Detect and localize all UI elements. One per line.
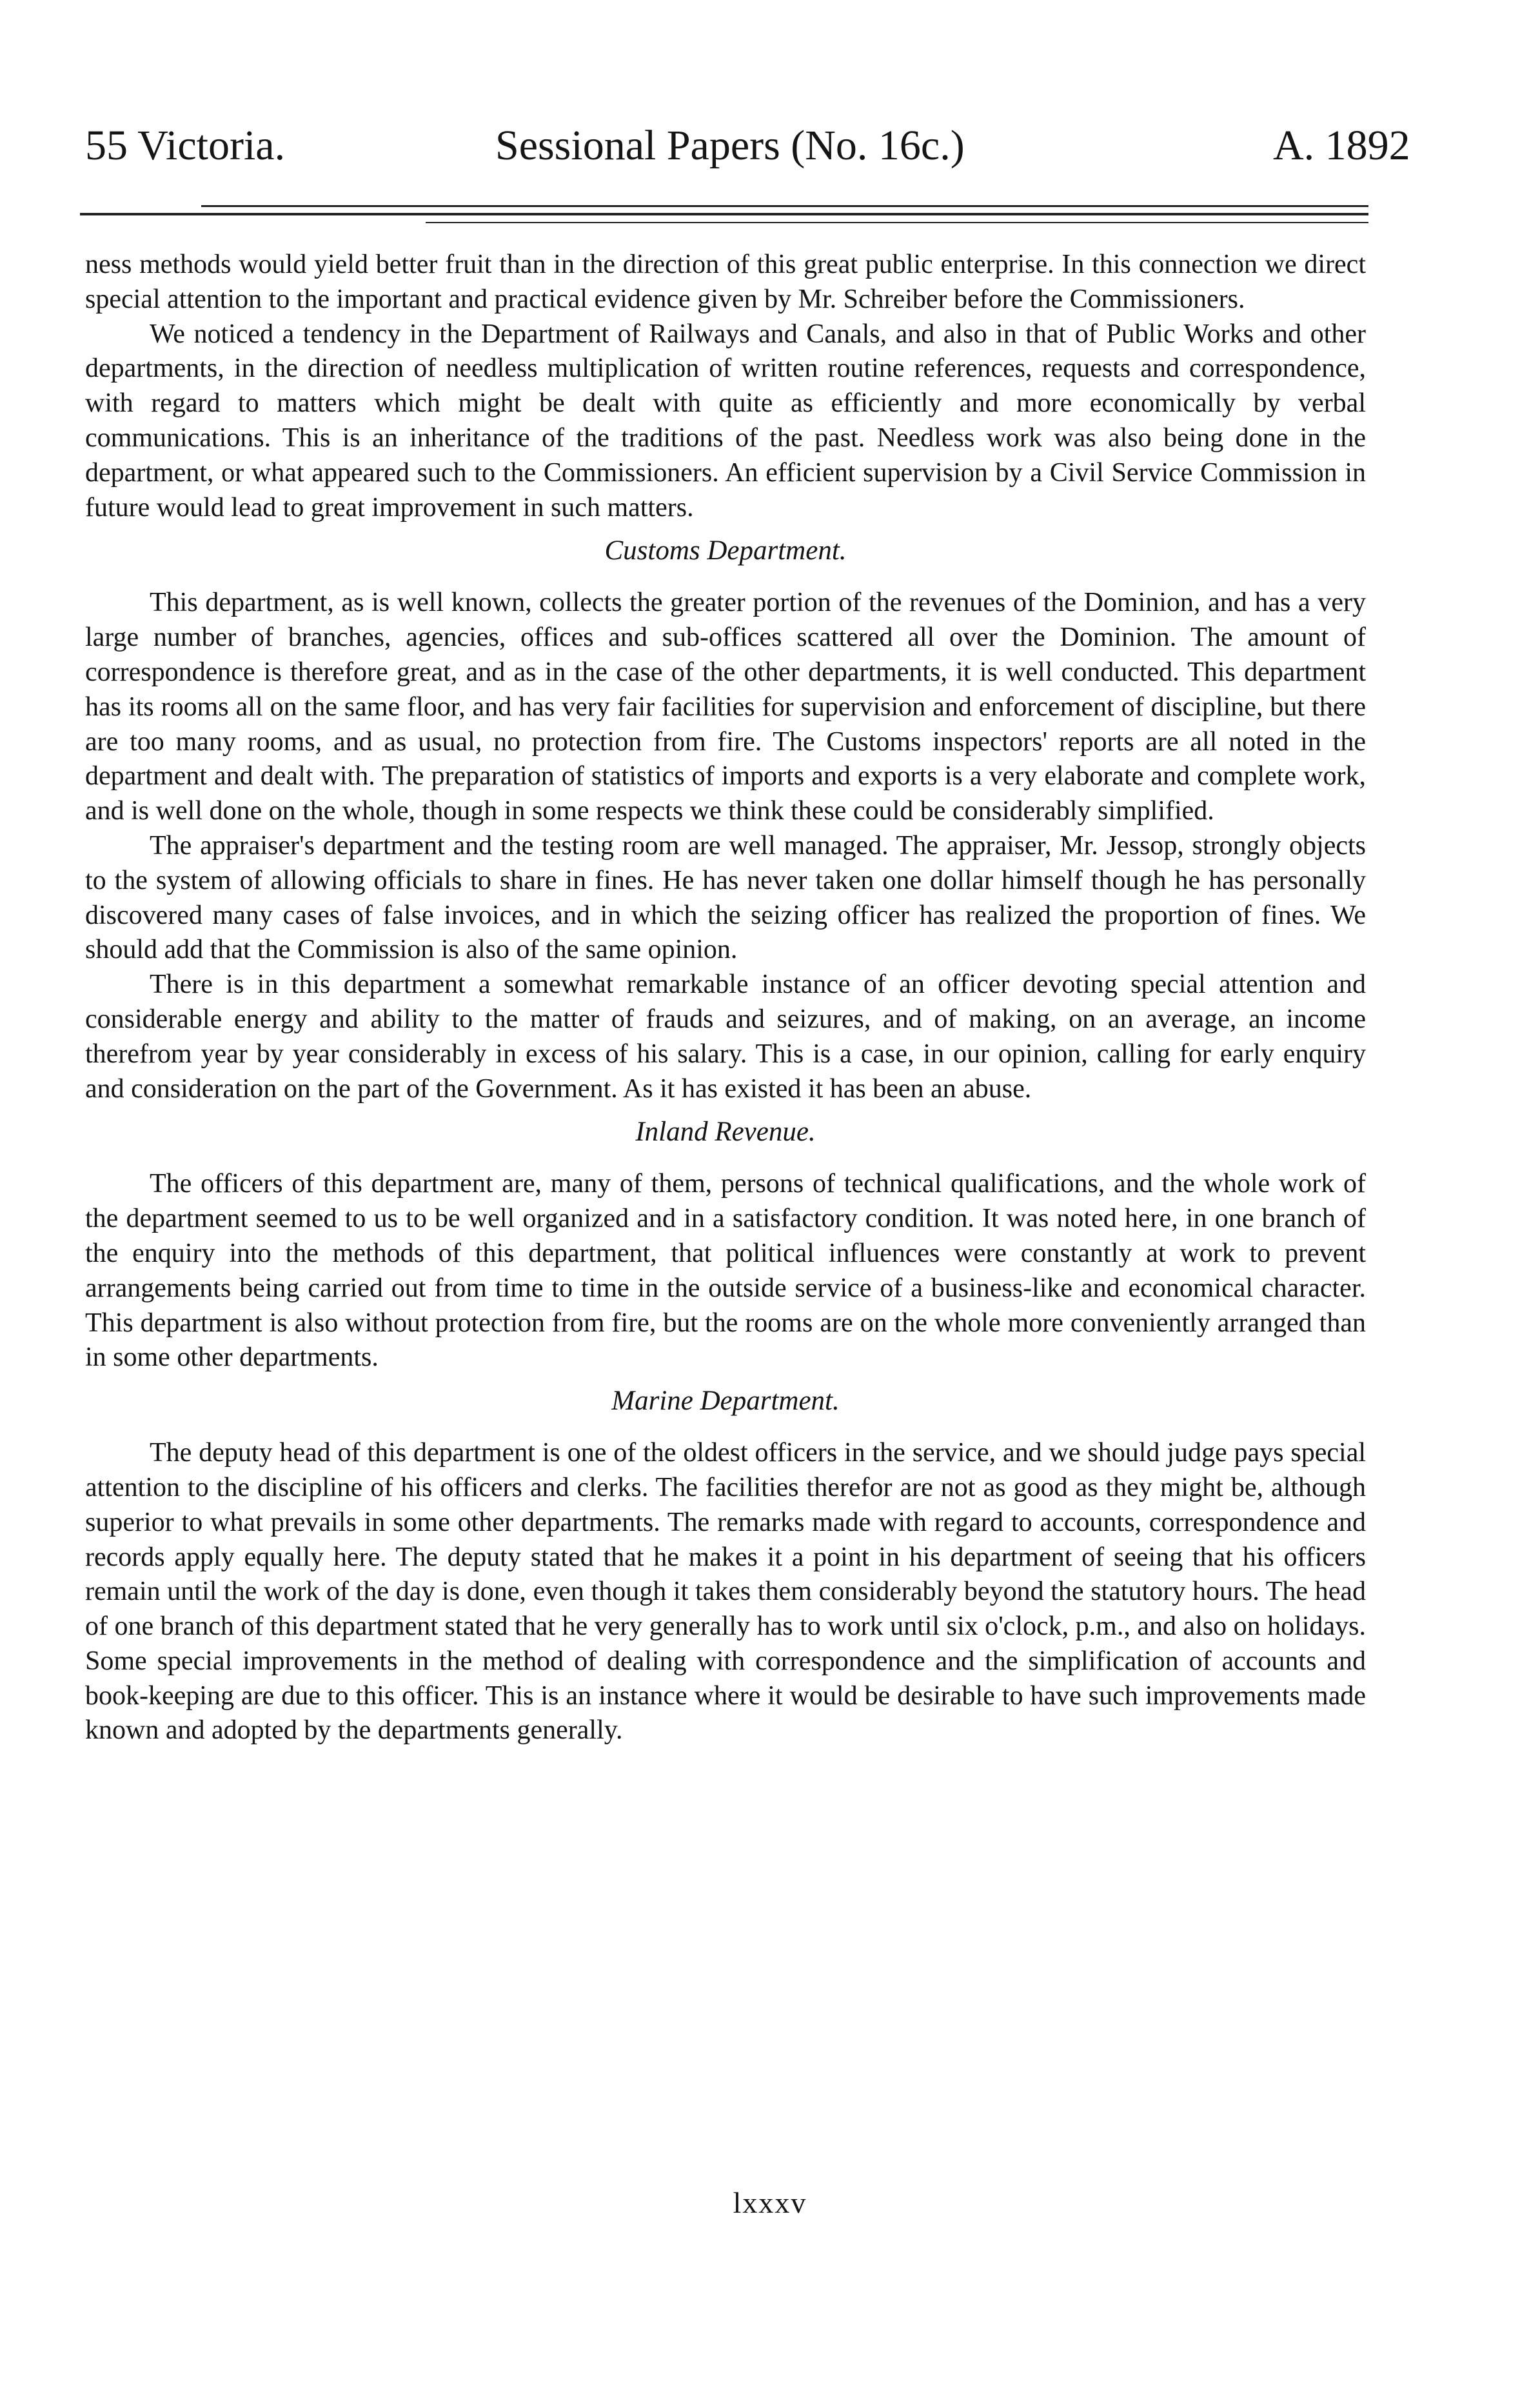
header-rule-bottom	[426, 222, 1368, 223]
paragraph: We noticed a tendency in the Department of Railways and Canals, and also in that of Public Works and other departments, in the direction of needless multiplication of written routine references, requests and correspondence, with regard to matters which might be dealt with quite as efficiently and more economically by verbal communications. This is an inheritance of the traditions of the past. Needless work was also being done in the department, or what appeared such to the Commissioners. An efficient supervision by a Civil Service Commission in future would lead to great improvement in such matters.	[85, 319, 1366, 523]
paragraph: This department, as is well known, collects the greater portion of the revenues of the Dominion, and has a very large number of branches, agencies, offices and sub-offices scattered all over the Dominion. The amount of correspondence is therefore great, and as in the case of the other departments, it is well conducted. This department has its rooms all on the same floor, and has very fair facilities for supervision and enforcement of discipline, but there are too many rooms, and as usual, no protection from fire. The Customs inspectors' reports are all noted in the department and dealt with. The preparation of statistics of imports and exports is a very elaborate and complete work, and is well done on the whole, though in some respects we think these could be considerably simplified.	[85, 588, 1366, 826]
body-text	[85, 248, 1366, 1748]
running-header	[85, 114, 1410, 178]
paragraph: The deputy head of this department is one of the oldest officers in the service, and we should judge pays special attention to the discipline of his officers and clerks. The facilities therefor are not as good as they might be, although superior to what prevails in some other departments. The remarks made with regard to accounts, correspondence and records apply equally here. The deputy stated that he makes it a point in his department of seeing that his officers remain until the work of the day is done, even though it takes them considerably beyond the statutory hours. The head of one branch of this department stated that he very generally has to work until six o'clock, p.m., and also on holidays. Some special improvements in the method of dealing with correspondence and the simplification of accounts and book-keeping are due to this officer. This is an instance where it would be desirable to have such improvements made known and adopted by the departments generally.	[85, 1438, 1366, 1746]
section-heading-marine: Marine Department.	[611, 1386, 840, 1417]
header-volume: 55 Victoria.	[85, 122, 286, 169]
header-rule-middle	[80, 213, 1368, 215]
paragraph: The appraiser's department and the testing room are well managed. The appraiser, Mr. Jessop, strongly objects to the system of allowing officials to share in fines. He has never taken one dollar himself though he has personally discovered many cases of false invoices, and in which the seizing officer has realized the proportion of fines. We should add that the Commission is also of the same opinion.	[85, 830, 1366, 965]
section-heading-customs: Customs Department.	[604, 535, 847, 566]
header-title: Sessional Papers (No. 16c.)	[495, 122, 965, 169]
paragraph: ness methods would yield better fruit than in the direction of this great public enterprise. In this connection we direct special attention to the important and practical evidence given by Mr. Schreiber before the Commissioners.	[85, 250, 1366, 314]
page-number: lxxxv	[733, 2186, 807, 2219]
header-year: A. 1892	[1273, 122, 1410, 169]
header-rule-top	[201, 205, 1368, 207]
paragraph: There is in this department a somewhat remarkable instance of an officer devoting special attention and considerable energy and ability to the matter of frauds and seizures, and of making, on an average, an income therefrom year by year considerably in excess of his salary. This is a case, in our opinion, calling for early enquiry and consideration on the part of the Government. As it has existed it has been an abuse.	[85, 970, 1366, 1104]
section-heading-inland-revenue: Inland Revenue.	[635, 1117, 816, 1148]
paragraph: The officers of this department are, many of them, persons of technical qualifications, and the whole work of the department seemed to us to be well organized and in a satisfactory condition. It was noted here, in one branch of the enquiry into the methods of this department, that political influences were constantly at work to prevent arrangements being carried out from time to time in the outside service of a business-like and economical character. This department is also without protection from fire, but the rooms are on the whole more conveniently arranged than in some other departments.	[85, 1169, 1366, 1373]
